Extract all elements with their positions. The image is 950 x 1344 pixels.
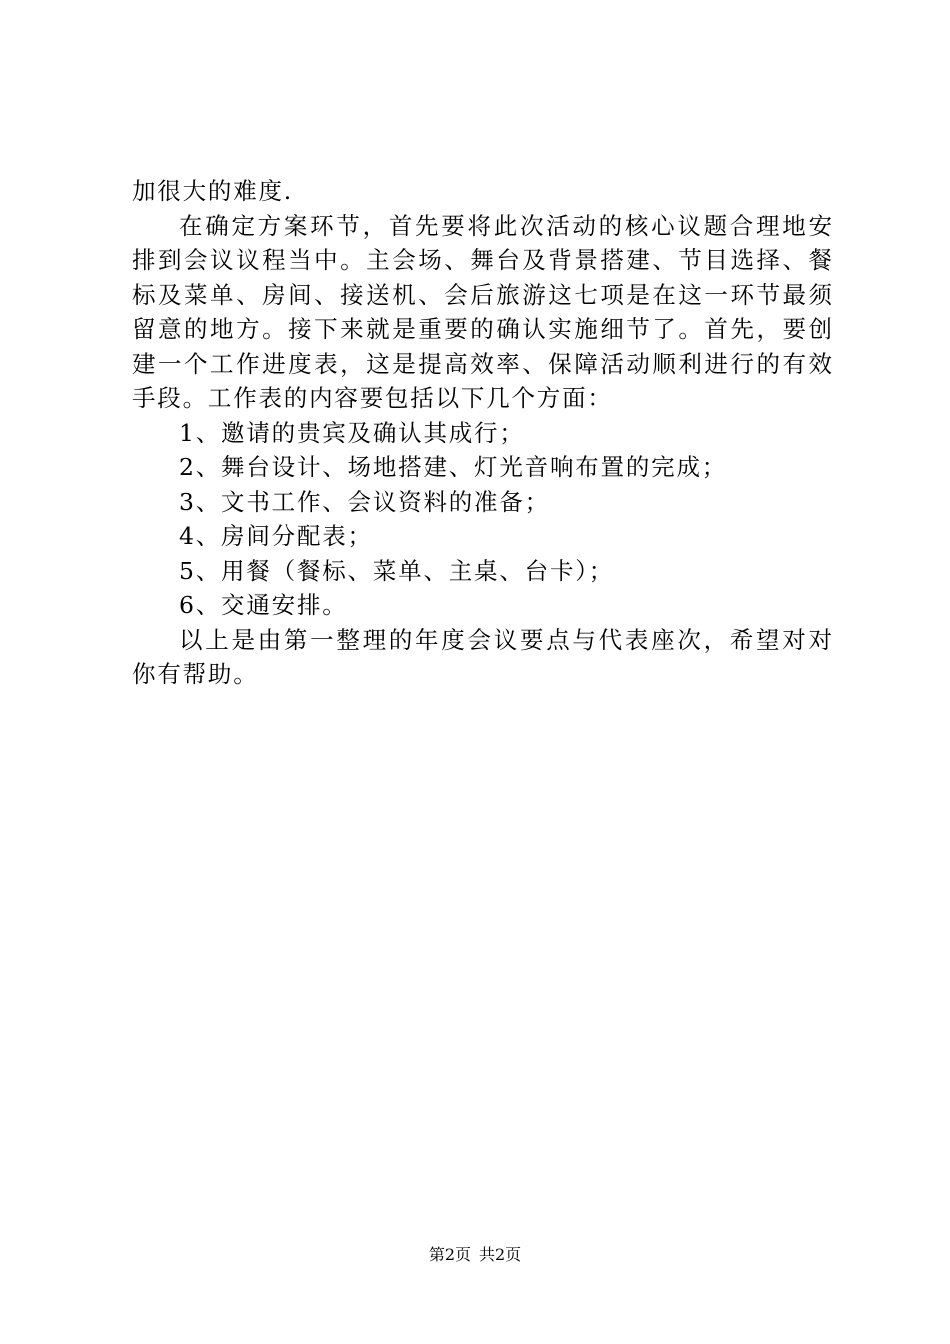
paragraph-line: 加很大的难度. (132, 177, 294, 205)
list-item: 2、舞台设计、场地搭建、灯光音响布置的完成； (179, 453, 728, 481)
paragraph-line: 你有帮助。 (132, 660, 259, 688)
page-total: 共2页 (479, 1245, 522, 1264)
paragraph-line: 留意的地方。接下来就是重要的确认实施细节了。首先，要创 (132, 315, 832, 343)
list-item: 6、交通安排。 (179, 591, 348, 619)
paragraph-line: 排到会议议程当中。主会场、舞台及背景搭建、节目选择、餐 (132, 246, 832, 274)
page-footer (0, 1243, 950, 1267)
paragraph-line: 建一个工作进度表，这是提高效率、保障活动顺利进行的有效 (132, 349, 832, 378)
paragraph-line: 在确定方案环节，首先要将此次活动的核心议题合理地安 (179, 211, 832, 240)
document-body (132, 174, 832, 692)
list-item: 1、邀请的贵宾及确认其成行； (179, 418, 525, 447)
page-number: 第2页 (428, 1245, 471, 1264)
list-item: 5、用餐（餐标、菜单、主桌、台卡）； (179, 556, 615, 585)
paragraph-line: 以上是由第一整理的年度会议要点与代表座次，希望对对 (179, 625, 832, 654)
list-item: 3、文书工作、会议资料的准备； (179, 487, 550, 516)
paragraph-line: 标及菜单、房间、接送机、会后旅游这七项是在这一环节最须 (132, 280, 832, 309)
list-item: 4、房间分配表； (179, 522, 373, 550)
paragraph-line: 手段。工作表的内容要包括以下几个方面： (132, 384, 613, 412)
